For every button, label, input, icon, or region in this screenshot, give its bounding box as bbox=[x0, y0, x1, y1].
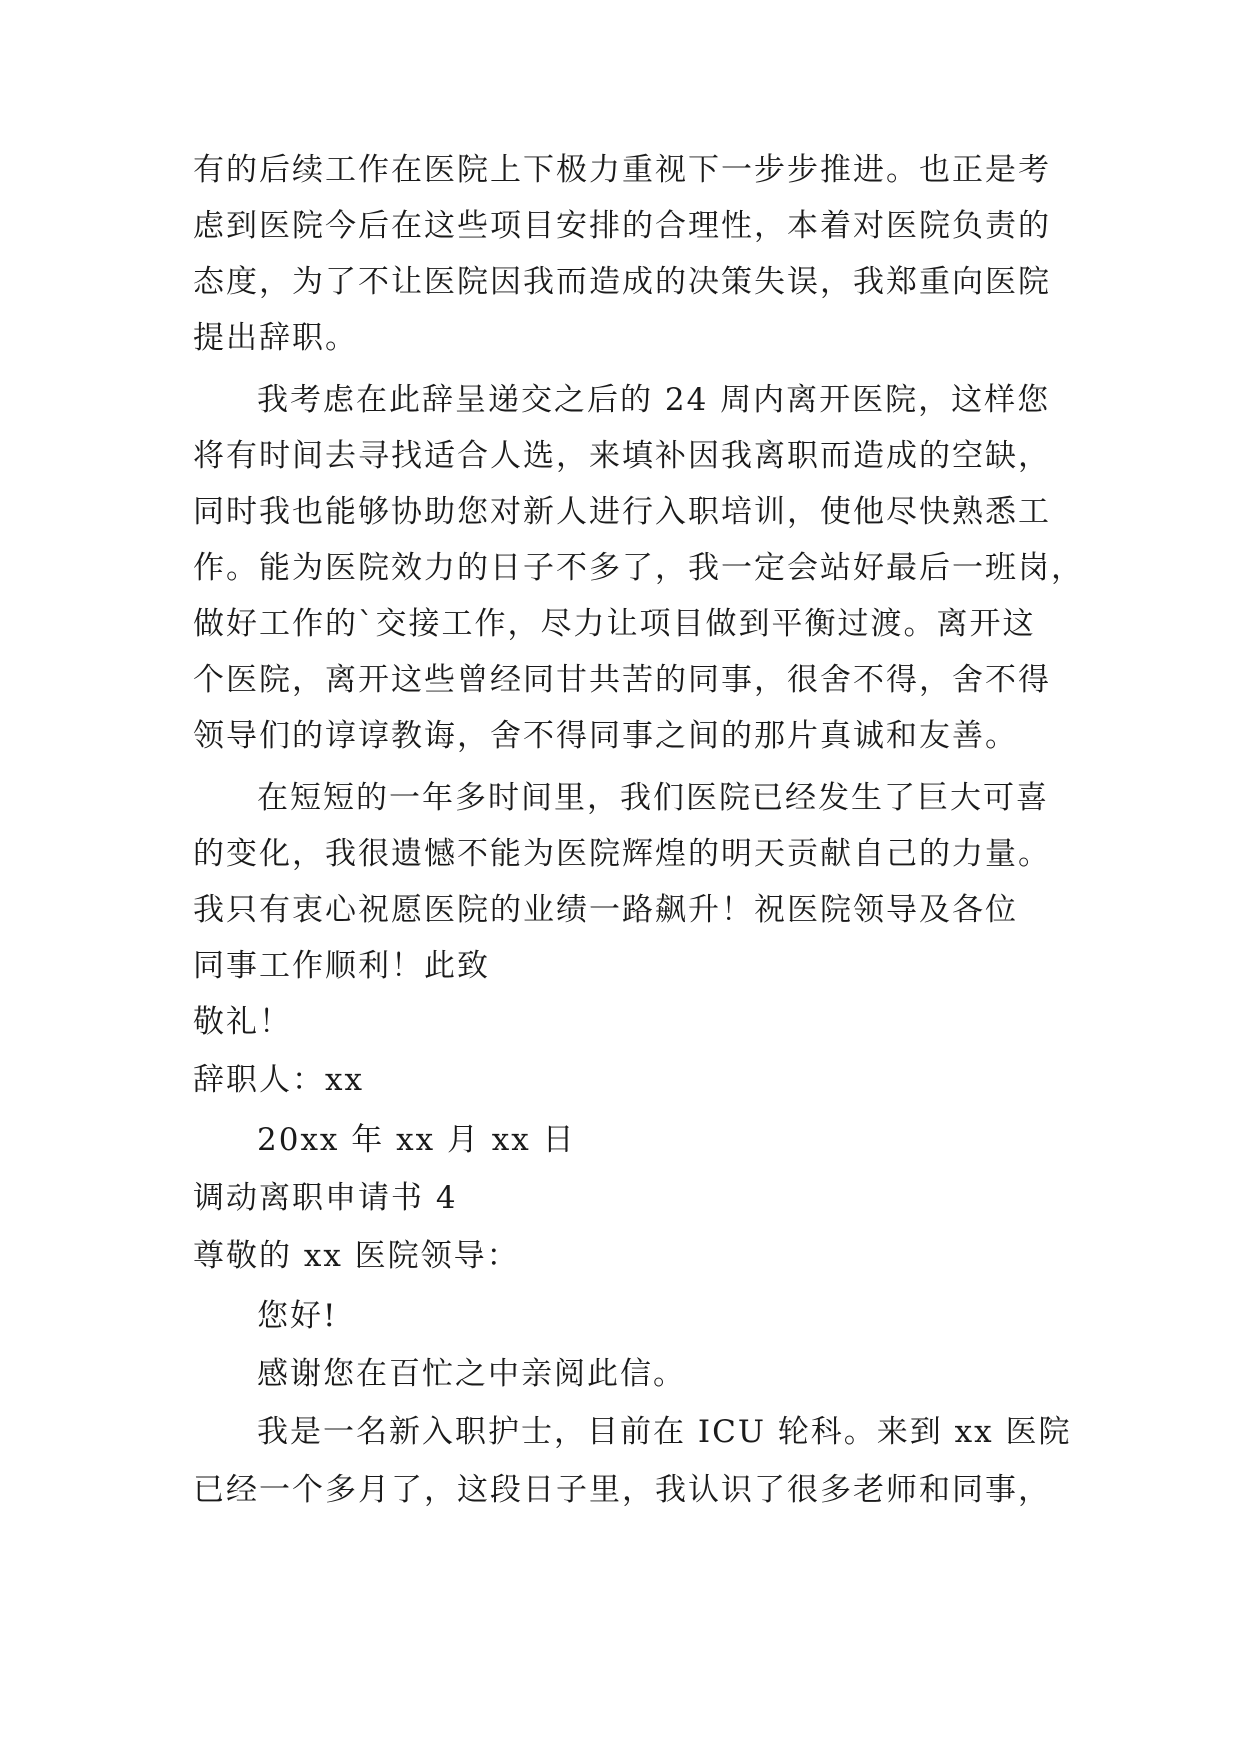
section-title: 调动离职申请书 4 bbox=[193, 1180, 458, 1216]
paragraph-line: 提出辞职。 bbox=[193, 320, 358, 356]
paragraph-line: 感谢您在百忙之中亲阅此信。 bbox=[257, 1356, 686, 1392]
paragraph-line: 作。能为医院效力的日子不多了，我一定会站好最后一班岗， bbox=[193, 550, 1084, 586]
paragraph-line: 我只有衷心祝愿医院的业绩一路飙升！祝医院领导及各位 bbox=[193, 892, 1018, 928]
closing-salute: 敬礼！ bbox=[193, 1004, 292, 1040]
paragraph-line: 已经一个多月了，这段日子里，我认识了很多老师和同事， bbox=[193, 1472, 1051, 1508]
paragraph-line: 个医院，离开这些曾经同甘共苦的同事，很舍不得，舍不得 bbox=[193, 662, 1051, 698]
paragraph-line: 同事工作顺利！此致 bbox=[193, 948, 490, 984]
paragraph-line: 同时我也能够协助您对新人进行入职培训，使他尽快熟悉工 bbox=[193, 494, 1051, 530]
paragraph-line: 态度，为了不让医院因我而造成的决策失误，我郑重向医院 bbox=[193, 264, 1051, 300]
paragraph-line: 在短短的一年多时间里，我们医院已经发生了巨大可喜 bbox=[257, 780, 1049, 816]
paragraph-line: 我是一名新入职护士，目前在 ICU 轮科。来到 xx 医院 bbox=[257, 1414, 1072, 1450]
paragraph-line: 将有时间去寻找适合人选，来填补因我离职而造成的空缺， bbox=[193, 438, 1051, 474]
greeting: 您好! bbox=[257, 1298, 338, 1334]
paragraph-line: 领导们的谆谆教诲，舍不得同事之间的那片真诚和友善。 bbox=[193, 718, 1018, 754]
signature-line: 辞职人：xx bbox=[193, 1062, 364, 1098]
paragraph-line: 做好工作的`交接工作，尽力让项目做到平衡过渡。离开这 bbox=[193, 606, 1036, 642]
paragraph-line: 的变化，我很遗憾不能为医院辉煌的明天贡献自己的力量。 bbox=[193, 836, 1051, 872]
paragraph-line: 我考虑在此辞呈递交之后的 24 周内离开医院，这样您 bbox=[257, 382, 1051, 418]
salutation: 尊敬的 xx 医院领导： bbox=[193, 1238, 520, 1274]
paragraph-line: 有的后续工作在医院上下极力重视下一步步推进。也正是考 bbox=[193, 152, 1051, 188]
paragraph-line: 虑到医院今后在这些项目安排的合理性，本着对医院负责的 bbox=[193, 208, 1051, 244]
date-line: 20xx 年 xx 月 xx 日 bbox=[257, 1122, 576, 1158]
